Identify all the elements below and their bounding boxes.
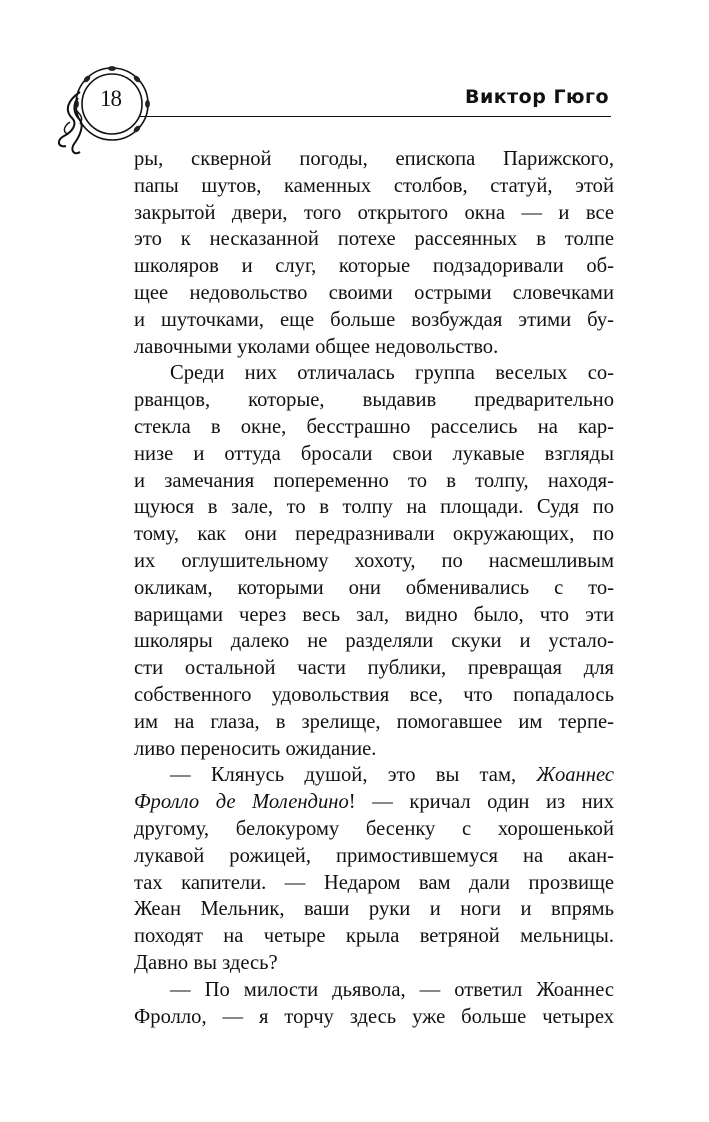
text-line: тому, как они передразнивали окружающих, по — [134, 523, 614, 546]
text-line: низе и оттуда бросали свои лукавые взгляды — [134, 442, 614, 465]
text-line: собственного удовольствия все, что попадалось — [134, 683, 614, 706]
text-line: варищами через весь зал, видно было, что эти — [134, 603, 614, 626]
text-line: закрытой двери, того открытого окна — и все — [134, 201, 614, 224]
text-line: Жеан Мельник, ваши руки и ноги и впрямь — [134, 898, 614, 921]
header-rule — [140, 116, 611, 117]
text-line: их оглушительному хохоту, по насмешливым — [134, 549, 614, 572]
text-line: и замечания попеременно то в толпу, находя- — [134, 469, 614, 492]
text-run: — Клянусь душой, это вы там, — [170, 764, 537, 787]
text-line: лавочными уколами общее недовольство. — [134, 335, 499, 358]
text-line: рванцов, которые, выдавив предварительно — [134, 389, 614, 412]
text-run: ! — кричал один из них — [348, 791, 614, 814]
text-line: им на глаза, в зрелище, помогавшее им терпе- — [134, 710, 614, 733]
text-line: ливо переносить ожидание. — [134, 737, 377, 760]
text-line: это к несказанной потехе рассеянных в толпе — [134, 228, 614, 251]
text-line: — По милости дьявола, — ответил Жоаннес — [170, 978, 614, 1001]
text-line: лукавой рожицей, примостившемуся на акан- — [134, 844, 614, 867]
text-line: окликам, которыми они обменивались с то- — [134, 576, 614, 599]
italic-name: Жоаннес — [536, 764, 614, 787]
text-line: другому, белокурому бесенку с хорошенькой — [134, 817, 614, 840]
italic-name: Фролло де Молендино — [134, 791, 349, 814]
text-line: щее недовольство своими острыми словечками — [134, 281, 614, 304]
text-line — [134, 762, 614, 789]
text-line: щуюся в зале, то в толпу на площади. Судя по — [134, 496, 614, 519]
text-line: тах капители. — Недаром вам дали прозвище — [134, 871, 614, 894]
running-head: Виктор Гюго — [464, 86, 609, 108]
text-line: Среди них отличалась группа веселых со- — [170, 362, 614, 385]
text-line — [134, 789, 614, 816]
text-line: ры, скверной погоды, епископа Парижского, — [134, 148, 614, 170]
body-text — [134, 146, 614, 1030]
text-line: Фролло, — я торчу здесь уже больше четырех — [134, 1005, 614, 1028]
text-line: и шуточками, еще больше возбуждая этими бу- — [134, 308, 614, 331]
text-line: сти остальной части публики, превращая для — [134, 657, 614, 680]
text-line: школяры далеко не разделяли скуки и устало- — [134, 630, 614, 653]
text-line: папы шутов, каменных столбов, статуй, этой — [134, 174, 614, 197]
text-line: стекла в окне, бесстрашно расселись на кар- — [134, 415, 614, 438]
text-line: походят на четыре крыла ветряной мельницы. — [134, 925, 614, 948]
text-line: Давно вы здесь? — [134, 951, 278, 974]
page-number: 18 — [100, 86, 121, 111]
text-line: школяров и слуг, которые подзадоривали об- — [134, 255, 614, 278]
